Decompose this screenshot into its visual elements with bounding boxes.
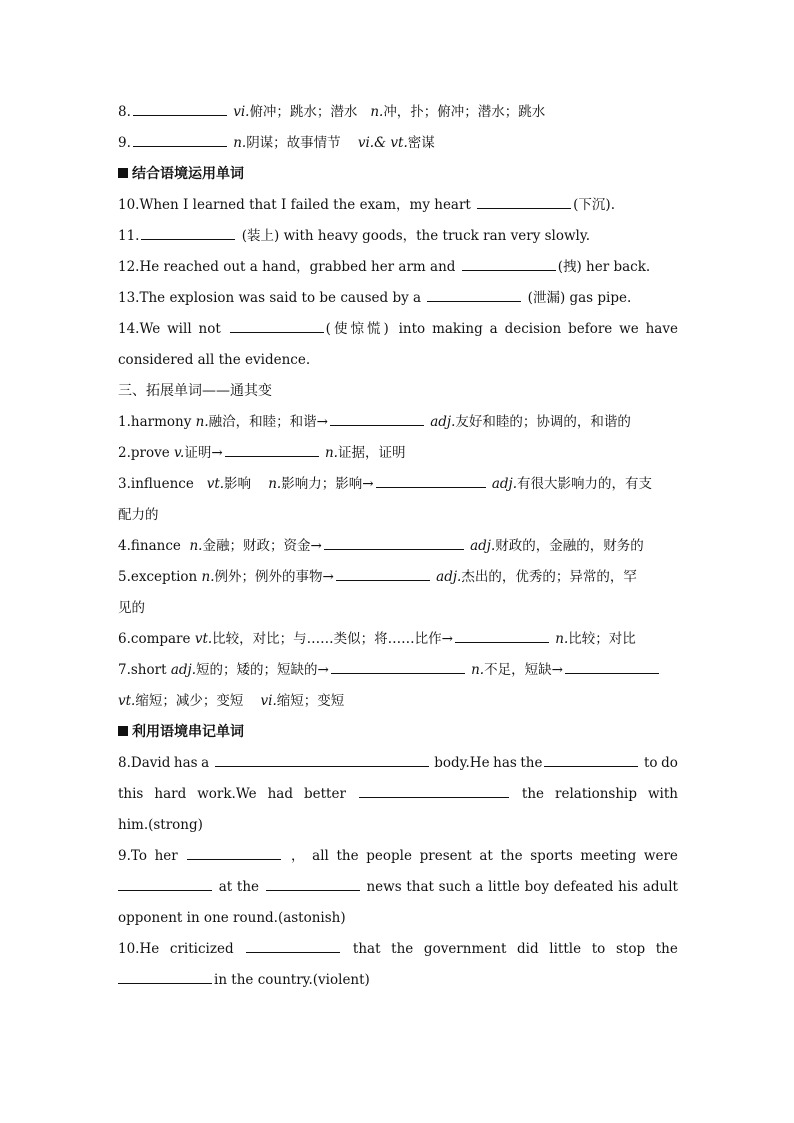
answer-blank[interactable] — [118, 873, 212, 891]
derive-7-short: 7.short adj.短的；矮的；短缺的→ n.不足，短缺→ — [118, 655, 678, 686]
answer-blank[interactable] — [266, 873, 360, 891]
memory-9-line2: at the news that such a little boy defeated his adult — [118, 872, 678, 903]
answer-blank[interactable] — [118, 966, 212, 984]
answer-blank[interactable] — [336, 563, 430, 581]
derive-5-exception: 5.exception n.例外；例外的事物→ adj.杰出的，优秀的；异常的，罕 — [118, 562, 678, 593]
derive-3-line2: 配力的 — [118, 507, 159, 523]
answer-blank[interactable] — [427, 284, 521, 302]
derive-1-harmony: 1.harmony n.融洽，和睦；和谐→ adj.友好和睦的；协调的，和谐的 — [118, 407, 678, 438]
square-bullet-icon — [118, 168, 128, 178]
answer-blank[interactable] — [462, 253, 556, 271]
answer-blank[interactable] — [133, 98, 227, 116]
section-heading-memory: 利用语境串记单词 — [118, 717, 678, 748]
answer-blank[interactable] — [359, 780, 509, 798]
answer-blank[interactable] — [133, 129, 227, 147]
section-heading-context: 结合语境运用单词 — [118, 159, 678, 190]
square-bullet-icon — [118, 726, 128, 736]
derive-7-line2: vt.缩短；减少；变短 vi.缩短；变短 — [118, 693, 345, 709]
answer-blank[interactable] — [187, 842, 281, 860]
section-heading-three: 三、拓展单词——通其变 — [118, 383, 272, 399]
worksheet-page — [118, 97, 678, 996]
derive-3-influence: 3.influence vt.影响 n.影响力；影响→ adj.有很大影响力的，有支 — [118, 469, 678, 500]
memory-9-line3: opponent in one round.(astonish) — [118, 910, 346, 926]
answer-blank[interactable] — [544, 749, 638, 767]
memory-10-line2: in the country.(violent) — [118, 965, 678, 996]
memory-8-line3: him.(strong) — [118, 817, 203, 833]
memory-9-line1: 9.To her ， all the people present at the sports meeting were — [118, 841, 678, 872]
memory-10-line1: 10.He criticized that the government did little to stop the — [118, 934, 678, 965]
item-14-line2: considered all the evidence. — [118, 352, 311, 368]
answer-blank[interactable] — [455, 625, 549, 643]
derive-6-compare: 6.compare vt.比较，对比；与……类似；将……比作→ n.比较；对比 — [118, 624, 678, 655]
answer-blank[interactable] — [246, 935, 340, 953]
item-13-leak: 13.The explosion was said to be caused by a (泄漏) gas pipe. — [118, 283, 678, 314]
answer-blank[interactable] — [376, 470, 486, 488]
item-12-drag: 12.He reached out a hand，grabbed her arm and (拽) her back. — [118, 252, 678, 283]
memory-8-line1: 8.David has a body.He has the to do — [118, 748, 678, 779]
item-11-load: 11. (装上) with heavy goods，the truck ran very slowly. — [118, 221, 678, 252]
answer-blank[interactable] — [477, 191, 571, 209]
item-14-alarm: 14.We will not (使惊慌) into making a decision before we have — [118, 314, 678, 345]
memory-8-line2: this hard work.We had better the relationship with — [118, 779, 678, 810]
answer-blank[interactable] — [324, 532, 464, 550]
answer-blank[interactable] — [330, 408, 424, 426]
item-8-dive: 8. vi.俯冲；跳水；潜水 n.冲，扑；俯冲；潜水；跳水 — [118, 97, 678, 128]
derive-5-line2: 见的 — [118, 600, 145, 616]
derive-2-prove: 2.prove v.证明→ n.证据，证明 — [118, 438, 678, 469]
derive-4-finance: 4.finance n.金融；财政；资金→ adj.财政的，金融的，财务的 — [118, 531, 678, 562]
answer-blank[interactable] — [230, 315, 324, 333]
item-9-plot: 9. n.阴谋；故事情节 vi.& vt.密谋 — [118, 128, 678, 159]
answer-blank[interactable] — [565, 656, 659, 674]
answer-blank[interactable] — [141, 222, 235, 240]
item-10-sink: 10.When I learned that I failed the exam，my heart (下沉). — [118, 190, 678, 221]
answer-blank[interactable] — [225, 439, 319, 457]
answer-blank[interactable] — [215, 749, 429, 767]
answer-blank[interactable] — [331, 656, 465, 674]
